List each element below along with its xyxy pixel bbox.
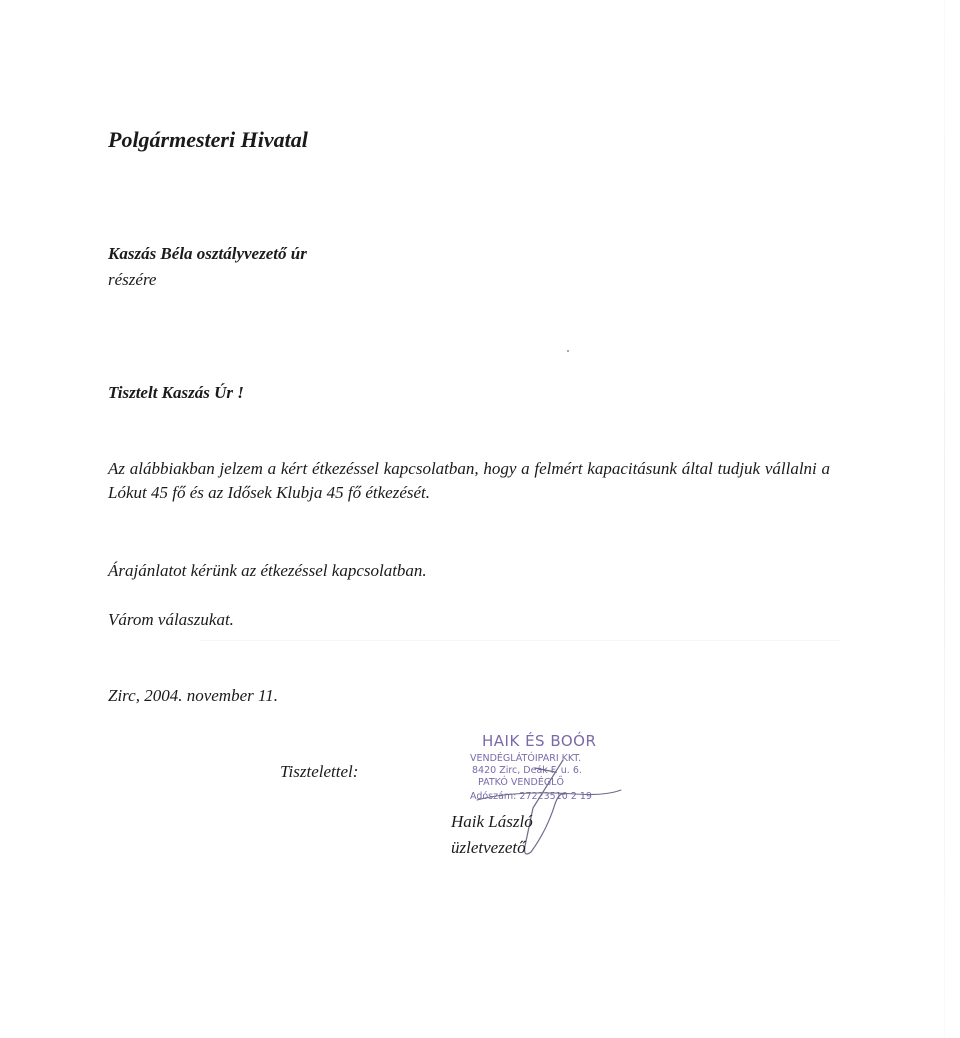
stamp-line-type: VENDÉGLÁTÓIPARI KKT. — [470, 753, 582, 764]
signer-title: üzletvezető — [451, 838, 526, 857]
stamp-line-address: 8420 Zirc, Deák F. u. 6. — [472, 765, 582, 776]
place-date: Zirc, 2004. november 11. — [108, 686, 278, 705]
recipient-sub: részére — [108, 270, 157, 289]
scan-speck — [567, 350, 569, 352]
stamp-line-company: HAIK ÉS BOÓR — [482, 732, 597, 750]
signer-name: Haik László — [451, 812, 533, 831]
scan-edge — [944, 0, 945, 1038]
office-heading: Polgármesteri Hivatal — [108, 127, 308, 152]
body-paragraph-2: Árajánlatot kérünk az étkezéssel kapcsolatban. — [108, 561, 427, 580]
recipient-line: Kaszás Béla osztályvezető úr — [108, 244, 307, 263]
body-paragraph-3: Várom válaszukat. — [108, 610, 234, 629]
salutation: Tisztelt Kaszás Úr ! — [108, 383, 244, 402]
body-paragraph-1: Az alábbiakban jelzem a kért étkezéssel kapcsolatban, hogy a felmért kapacitásunk által tudjuk vállalni a Lókut 45 fő és az Idősek Klubja 45 fő étkezését. — [108, 459, 830, 502]
scan-artifact-line — [200, 640, 840, 641]
closing: Tisztelettel: — [280, 762, 359, 781]
stamp-line-venue: PATKÓ VENDÉGLŐ — [478, 777, 564, 788]
stamp-line-tax-id: Adószám: 27223510 2 19 — [470, 791, 592, 802]
